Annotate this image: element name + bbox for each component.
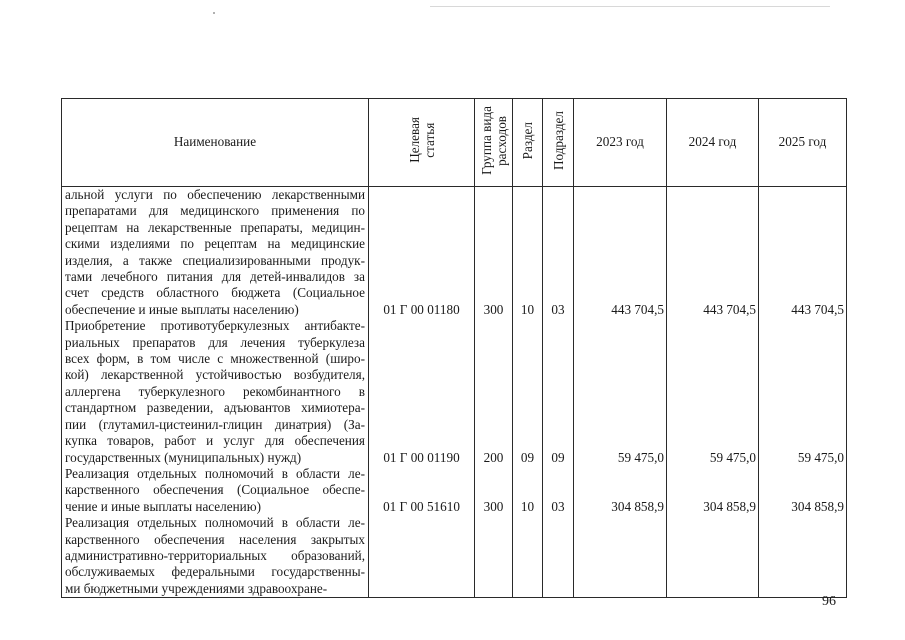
section-cell: 10 [513, 187, 543, 319]
section-cell: 10 [513, 466, 543, 515]
scan-artifact-line [430, 6, 830, 7]
subsection-cell: 03 [543, 187, 574, 319]
name-line: купка товаров, работ и услуг для обеспечения [65, 433, 365, 449]
scan-artifact-dot [213, 12, 215, 14]
subsection-cell: 09 [543, 318, 574, 466]
value-2025-cell [759, 515, 847, 598]
name-line: альной услуги по обеспечению лекарственными [65, 187, 365, 202]
header-section: Раздел [513, 99, 543, 187]
name-line: карственного обеспечения населения закрытых [65, 531, 365, 547]
name-cell [62, 318, 369, 466]
name-line: чение и иные выплаты населению) [65, 498, 261, 514]
subsection-cell: 03 [543, 466, 574, 515]
value-2023-cell [574, 515, 667, 598]
name-line: обслуживаемых федеральными государственны- [65, 564, 365, 580]
value-2024-cell [667, 515, 759, 598]
value-2025-cell: 304 858,9 [759, 466, 847, 515]
name-cell [62, 515, 369, 598]
header-expense-group: Группа вида расходов [475, 99, 513, 187]
value-2024-cell: 59 475,0 [667, 318, 759, 466]
name-line: кой) лекарственной устойчивостью возбудителя, [65, 367, 365, 383]
name-line: скими изделиями по рецептам на медицинские [65, 236, 365, 252]
table-row [62, 318, 847, 466]
target-article-cell: 01 Г 00 01190 [369, 318, 475, 466]
table-row [62, 515, 847, 598]
name-line: государственных (муниципальных) нужд) [65, 449, 302, 465]
value-2023-cell: 443 704,5 [574, 187, 667, 319]
section-cell [513, 515, 543, 598]
target-article-cell: 01 Г 00 01180 [369, 187, 475, 319]
name-line: аллергена туберкулезного рекомбинантного в [65, 383, 365, 399]
expense-group-cell: 300 [475, 466, 513, 515]
page-number: 96 [822, 594, 836, 609]
table-header-row [62, 99, 847, 187]
header-subsection: Подраздел [543, 99, 574, 187]
name-line: административно-территориальных образований, [65, 547, 365, 563]
name-line: стандартном разведении, адъювантов химиотера- [65, 400, 365, 416]
budget-table [61, 98, 847, 598]
subsection-cell [543, 515, 574, 598]
header-target-article: Целевая статья [369, 99, 475, 187]
table-row [62, 187, 847, 319]
value-2024-cell: 443 704,5 [667, 187, 759, 319]
name-line: риальных препаратов для лечения туберкулеза [65, 334, 365, 350]
name-line: обеспечение и иные выплаты населению) [65, 301, 299, 317]
name-line: счет средств областного бюджета (Социальное [65, 285, 365, 301]
value-2025-cell: 59 475,0 [759, 318, 847, 466]
name-line: рецептам на лекарственные препараты, медицин- [65, 219, 365, 235]
header-2024: 2024 год [667, 99, 759, 187]
header-2025: 2025 год [759, 99, 847, 187]
name-line: Приобретение противотуберкулезных антибакте- [65, 318, 365, 334]
name-line: Реализация отдельных полномочий в области ле- [65, 515, 365, 531]
name-cell [62, 187, 369, 319]
expense-group-cell: 200 [475, 318, 513, 466]
name-cell [62, 466, 369, 515]
name-line: Реализация отдельных полномочий в области ле- [65, 465, 365, 481]
header-2023: 2023 год [574, 99, 667, 187]
name-line: пии (глутамил-цистеинил-глицин динатрия) (За- [65, 416, 365, 432]
expense-group-cell: 300 [475, 187, 513, 319]
section-cell: 09 [513, 318, 543, 466]
expense-group-cell [475, 515, 513, 598]
table-row [62, 466, 847, 515]
value-2023-cell: 304 858,9 [574, 466, 667, 515]
header-name: Наименование [62, 99, 369, 187]
name-line: препаратами для медицинского применения по [65, 203, 365, 219]
value-2024-cell: 304 858,9 [667, 466, 759, 515]
name-line: карственного обеспечения (Социальное обеспе- [65, 482, 365, 498]
name-line: всех форм, в том числе с множественной (широ- [65, 351, 365, 367]
name-line: ми бюджетными учреждениями здравоохране- [65, 580, 328, 596]
name-line: тами лечебного питания для детей-инвалидов за [65, 269, 365, 285]
value-2025-cell: 443 704,5 [759, 187, 847, 319]
name-line: изделия, а также специализированными продук- [65, 252, 365, 268]
value-2023-cell: 59 475,0 [574, 318, 667, 466]
target-article-cell: 01 Г 00 51610 [369, 466, 475, 515]
target-article-cell [369, 515, 475, 598]
